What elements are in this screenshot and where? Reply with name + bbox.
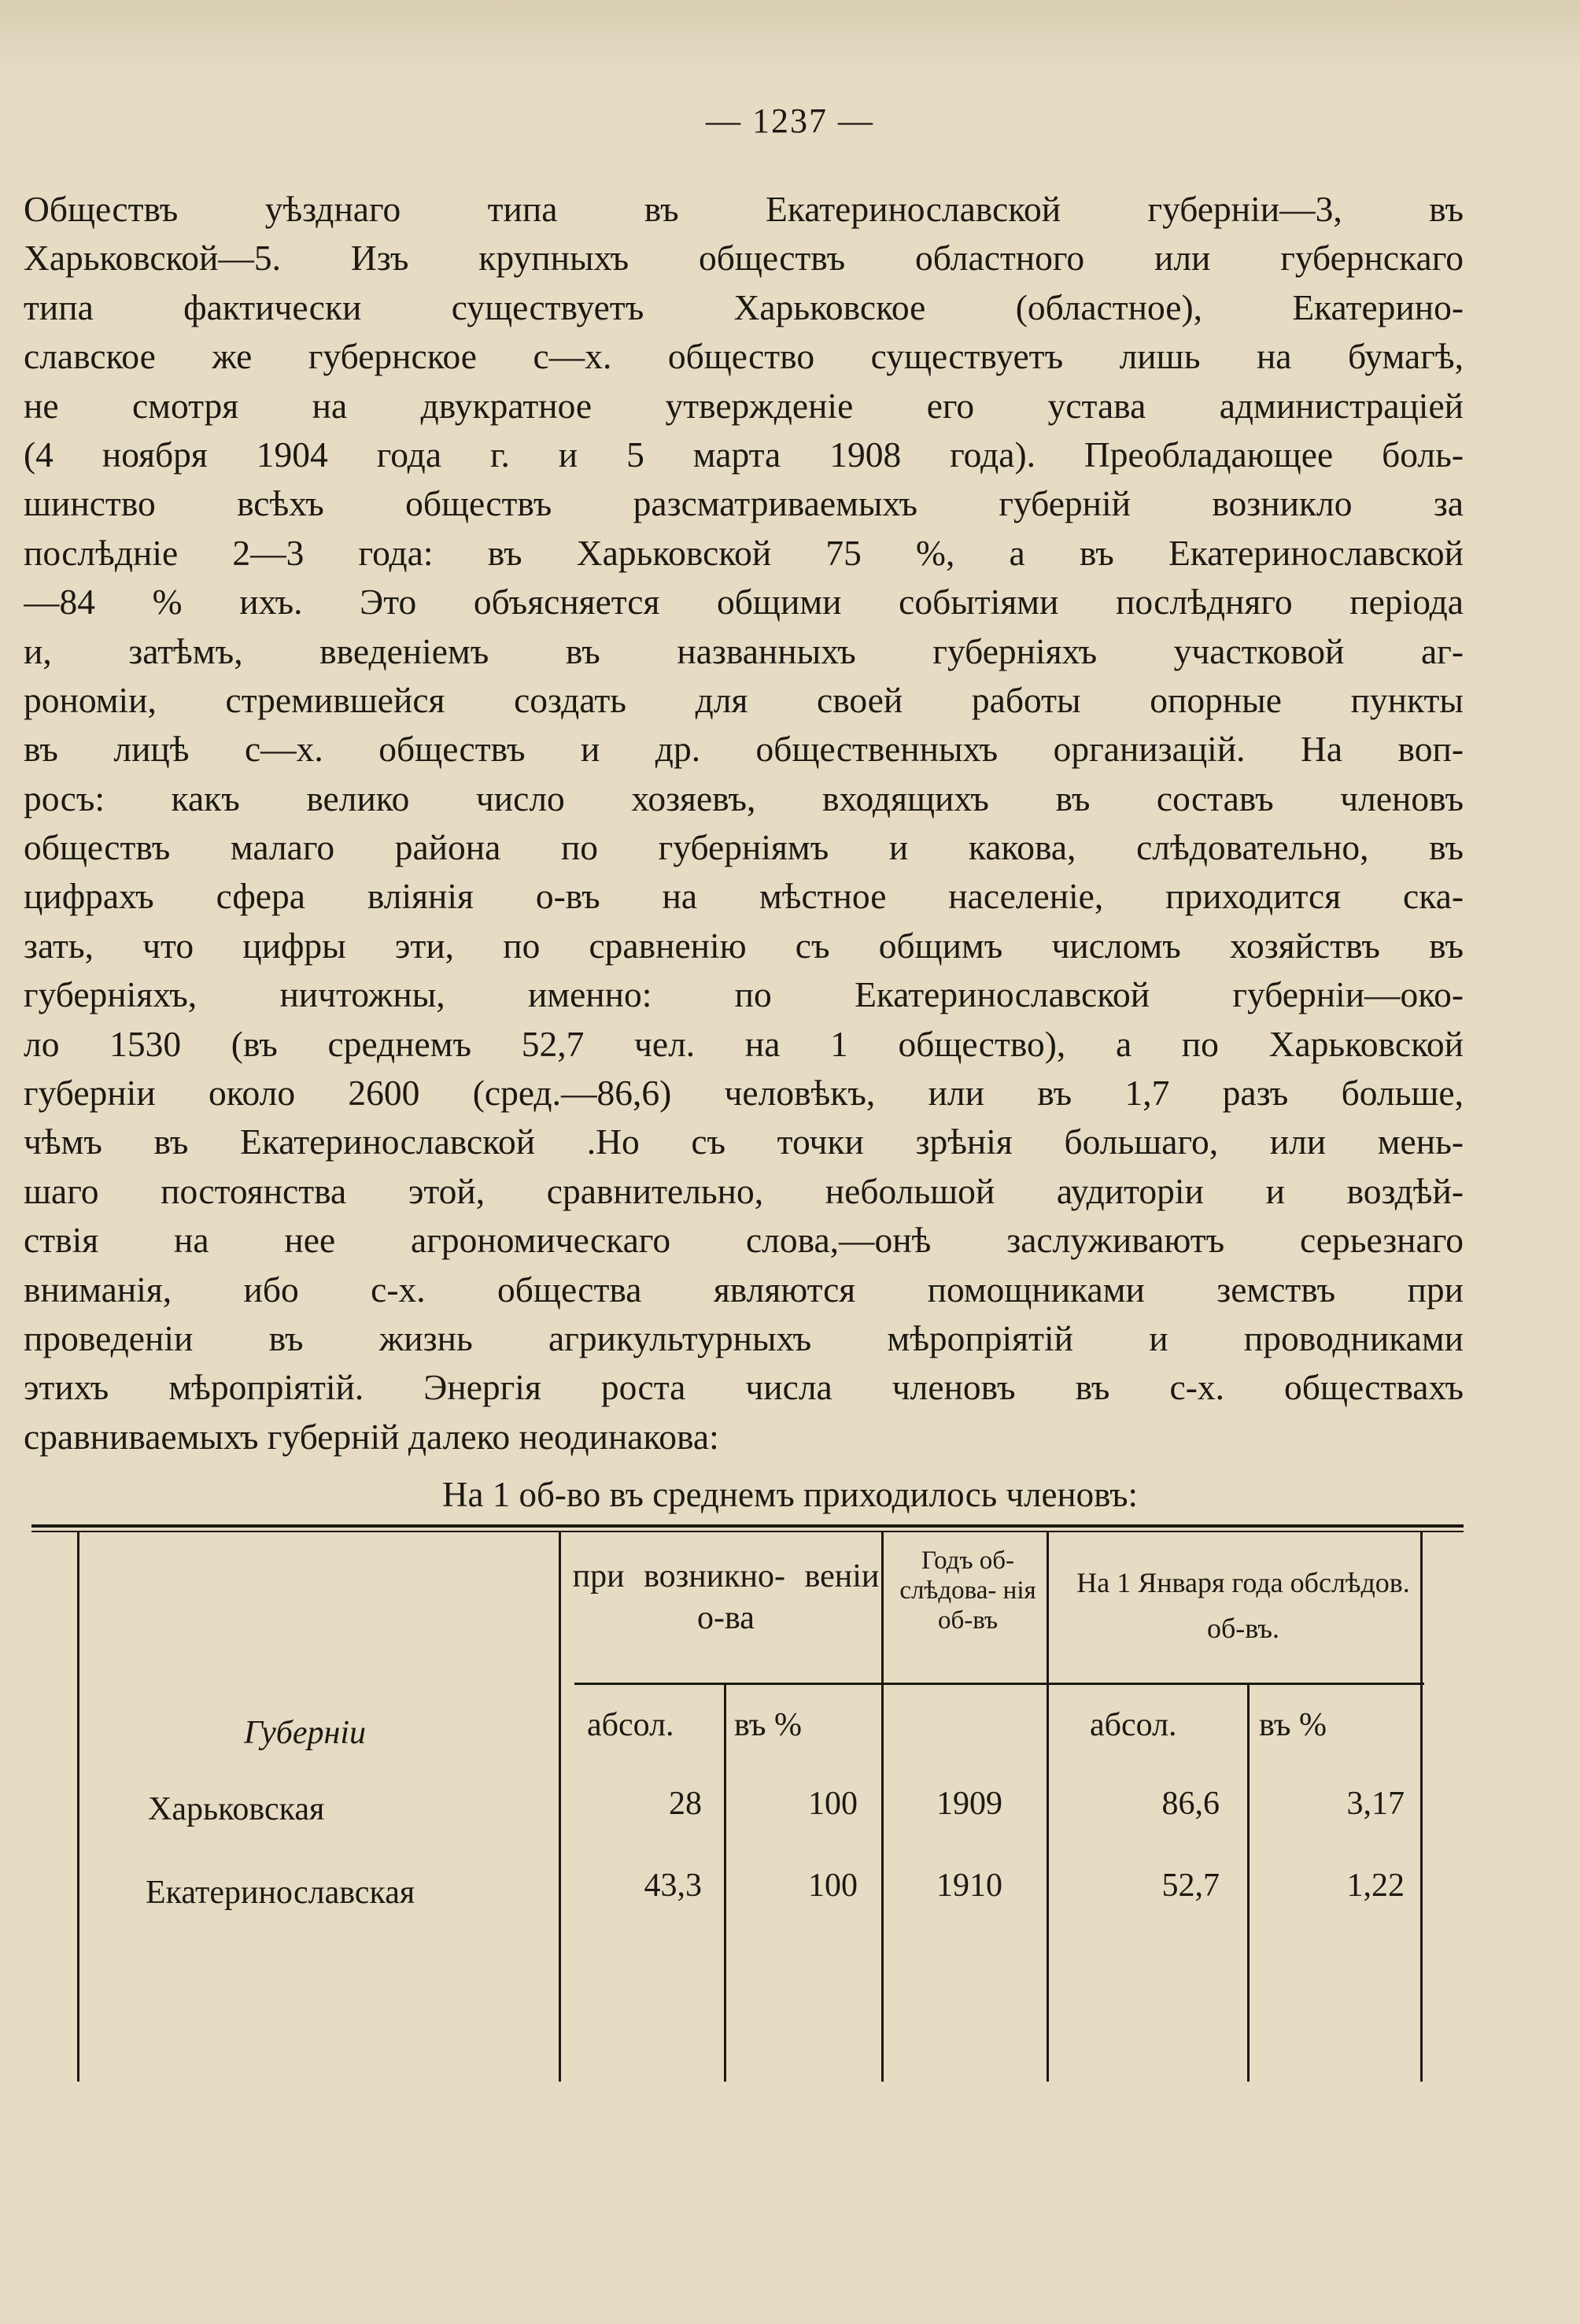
text-line: рономіи, стремившейся создать для своей работы опорные пункты — [24, 679, 1464, 720]
text-line: ло 1530 (въ среднемъ 52,7 чел. на 1 общество), а по Харьковской — [24, 1023, 1464, 1064]
column-rule — [77, 1532, 79, 2082]
table-top-rule — [31, 1524, 1464, 1528]
column-rule — [724, 1685, 726, 2082]
header-jan1: На 1 Января года обслѣдов. об-въ. — [1076, 1567, 1410, 1644]
column-rule — [1247, 1685, 1250, 2082]
text-line: ствія на нее агрономическаго слова,—онѣ заслуживаютъ серьезнаго — [24, 1220, 1464, 1261]
text-line: типа фактически существуетъ Харьковское (областное), Екатерино- — [24, 286, 1464, 327]
cell-pct: 100 — [808, 1786, 858, 1822]
text-line: обществъ малаго района по губерніямъ и какова, слѣдовательно, въ — [24, 827, 1464, 868]
table-caption: На 1 об-во въ среднемъ приходилось членовъ: — [442, 1475, 1138, 1514]
text-line: —84 % ихъ. Это объясняется общими событіями послѣдняго періода — [24, 582, 1464, 623]
column-rule — [559, 1532, 561, 2082]
text-line: послѣдніе 2—3 года: въ Харьковской 75 %, а въ Екатеринославской — [24, 532, 1464, 573]
header-region: Губерніи — [244, 1715, 366, 1751]
cell-pct: 100 — [808, 1868, 858, 1904]
text-line: проведеніи въ жизнь агрикультурныхъ мѣропріятій и проводниками — [24, 1317, 1464, 1358]
text-line: этихъ мѣропріятій. Энергія роста числа членовъ въ с-х. обществахъ — [24, 1367, 1464, 1408]
text-line: чѣмъ въ Екатеринославской .Но съ точки зрѣнія большаго, или мень- — [24, 1121, 1464, 1162]
text-line: Обществъ уѣзднаго типа въ Екатеринославской губерніи—3, въ — [24, 189, 1464, 229]
cell-pct2: 3,17 — [1346, 1786, 1405, 1822]
subheader-rule — [574, 1683, 1424, 1685]
text-line: не смотря на двукратное утвержденіе его устава администраціей — [24, 385, 1464, 426]
column-rule — [1420, 1532, 1423, 2082]
page-number: — 1237 — — [706, 102, 874, 140]
cell-abs: 28 — [669, 1786, 702, 1822]
text-line: (4 ноября 1904 года г. и 5 марта 1908 года). Преобладающее боль- — [24, 434, 1464, 475]
table-top-rule-thin — [31, 1531, 1464, 1532]
text-line: цифрахъ сфера вліянія о-въ на мѣстное населеніе, приходится ска- — [24, 876, 1464, 917]
row-name: Екатеринославская — [146, 1875, 415, 1911]
text-line: Харьковской—5. Изъ крупныхъ обществъ областного или губернскаго — [24, 238, 1464, 279]
cell-year: 1909 — [936, 1786, 1002, 1822]
body-paragraph — [24, 185, 1464, 1461]
text-line: вниманія, ибо с-х. общества являются помощниками земствъ при — [24, 1269, 1464, 1310]
header-abs: абсол. — [587, 1707, 674, 1743]
text-line: славское же губернское с—х. общество существуетъ лишь на бумагѣ, — [24, 336, 1464, 377]
text-line: зать, что цифры эти, по сравненію съ общимъ числомъ хозяйствъ въ — [24, 925, 1464, 966]
text-line: шинство всѣхъ обществъ разсматриваемыхъ губерній возникло за — [24, 483, 1464, 524]
header-at-founding: при возникно- веніи о-ва — [572, 1558, 880, 1636]
cell-abs2: 52,7 — [1161, 1868, 1220, 1904]
text-line: росъ: какъ велико число хозяевъ, входящихъ въ составъ членовъ — [24, 778, 1464, 818]
column-rule — [881, 1532, 884, 2082]
header-pct: въ % — [734, 1707, 802, 1743]
cell-year: 1910 — [936, 1868, 1002, 1904]
text-line: шаго постоянства этой, сравнительно, небольшой аудиторіи и воздѣй- — [24, 1170, 1464, 1211]
text-line: въ лицѣ с—х. обществъ и др. общественныхъ организацій. На воп- — [24, 729, 1464, 770]
cell-abs2: 86,6 — [1161, 1786, 1220, 1822]
text-line: губерніи около 2600 (сред.—86,6) человѣкъ, или въ 1,7 разъ больше, — [24, 1073, 1464, 1114]
text-line: сравниваемыхъ губерній далеко неодинакова: — [24, 1416, 719, 1457]
cell-pct2: 1,22 — [1346, 1868, 1405, 1904]
header-pct2: въ % — [1259, 1707, 1327, 1743]
row-name: Харьковская — [148, 1791, 325, 1827]
header-year-surveyed: Годъ об- слѣдова- нія об-въ — [899, 1546, 1036, 1635]
text-line: и, затѣмъ, введеніемъ въ названныхъ губерніяхъ участковой аг- — [24, 630, 1464, 671]
text-line: губерніяхъ, ничтожны, именно: по Екатеринославской губерніи—око- — [24, 974, 1464, 1015]
cell-abs: 43,3 — [644, 1868, 702, 1904]
page-top-edge — [0, 0, 1580, 71]
column-rule — [1047, 1532, 1049, 2082]
header-abs2: абсол. — [1090, 1707, 1177, 1743]
data-table — [31, 1523, 1464, 2082]
